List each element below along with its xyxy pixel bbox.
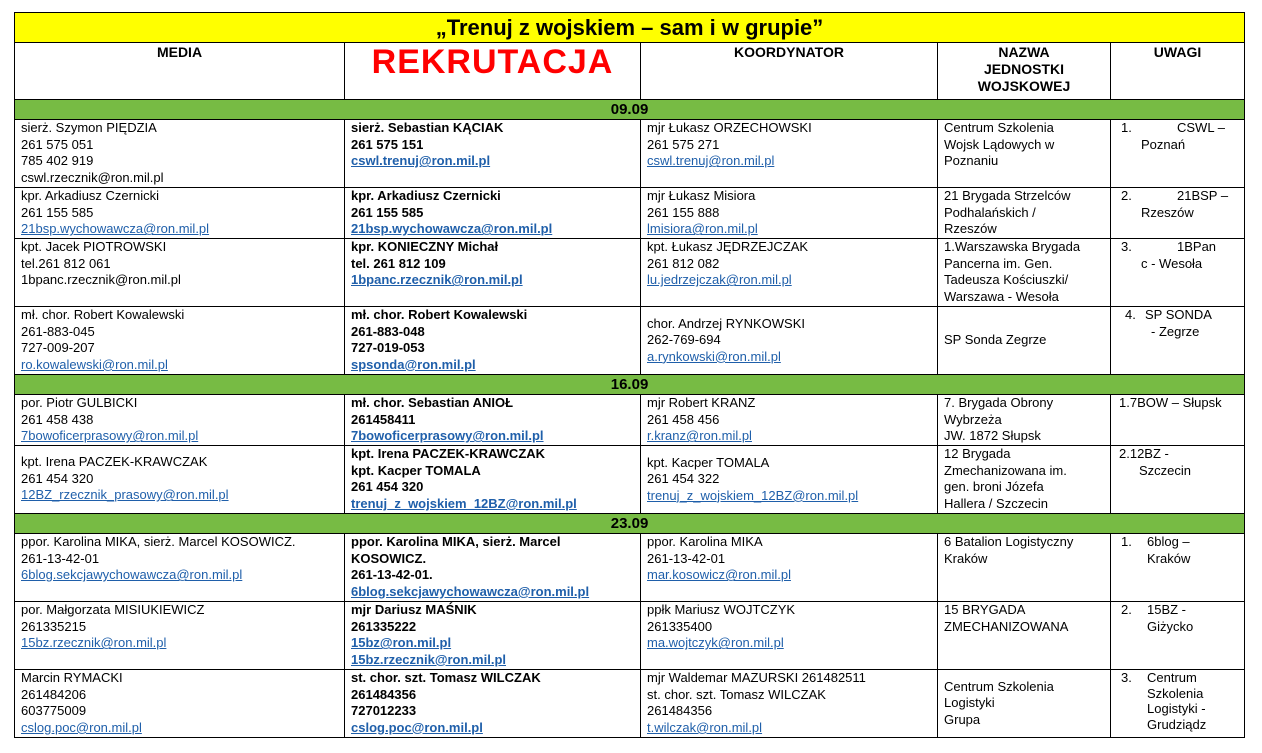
- unit-line: ZMECHANIZOWANA: [944, 618, 1069, 634]
- contact-name: kpr. Arkadiusz Czernicki: [351, 188, 501, 203]
- email-link[interactable]: 21bsp.wychowawcza@ron.mil.pl: [21, 221, 210, 237]
- uwagi-cell: [1111, 670, 1245, 738]
- email-link[interactable]: trenuj_z_wojskiem_12BZ@ron.mil.pl: [647, 487, 859, 503]
- rekrutacja-cell: [345, 602, 641, 670]
- unit-line: Logistyki: [944, 695, 995, 711]
- unit-line: Kraków: [944, 550, 988, 566]
- email-link[interactable]: 7bowoficerprasowy@ron.mil.pl: [351, 428, 544, 444]
- date-header-0909: 09.09: [15, 100, 1245, 120]
- header-jednostka: [938, 43, 1111, 100]
- note-number: 3.: [1121, 239, 1132, 254]
- koordynator-cell: [641, 188, 938, 239]
- unit-line: Centrum Szkolenia: [944, 678, 1054, 694]
- email-link[interactable]: 6blog.sekcjawychowawcza@ron.mil.pl: [21, 567, 243, 583]
- note-number: 4.: [1125, 307, 1136, 322]
- email-link[interactable]: lmisiora@ron.mil.pl: [647, 221, 758, 237]
- unit-line: SP Sonda Zegrze: [944, 332, 1047, 348]
- unit-line: Poznaniu: [944, 153, 999, 169]
- contact-name: st. chor. szt. Tomasz WILCZAK: [351, 670, 541, 685]
- unit-line: JW. 1872 Słupsk: [944, 428, 1041, 444]
- unit-line: Centrum Szkolenia: [944, 120, 1054, 135]
- media-cell: [15, 670, 345, 738]
- email-link[interactable]: ro.kowalewski@ron.mil.pl: [21, 356, 168, 372]
- uwagi-cell: [1111, 602, 1245, 670]
- contact-name: ppor. Karolina MIKA, sierż. Marcel KOSOWICZ.: [21, 534, 296, 549]
- date-header-2309: 23.09: [15, 514, 1245, 534]
- note-text: Kraków: [1147, 550, 1191, 566]
- koordynator-cell: [641, 307, 938, 375]
- email-link[interactable]: spsonda@ron.mil.pl: [351, 356, 476, 372]
- phone: 727-009-207: [21, 340, 95, 356]
- contact-name: kpt. Kacper TOMALA: [647, 454, 770, 470]
- email-link[interactable]: t.wilczak@ron.mil.pl: [647, 719, 763, 735]
- unit-line: 1.Warszawska Brygada: [944, 239, 1081, 254]
- document-title: „Trenuj z wojskiem – sam i w grupie”: [15, 13, 1245, 43]
- table-row: [15, 670, 1245, 738]
- note-number: 1.: [1121, 120, 1132, 135]
- koordynator-cell: [641, 120, 938, 188]
- contact-name: kpr. Arkadiusz Czernicki: [21, 188, 159, 203]
- uwagi-cell: [1111, 307, 1245, 375]
- media-cell: [15, 239, 345, 307]
- koordynator-cell: [641, 446, 938, 514]
- note-text: SP SONDA: [1145, 307, 1212, 322]
- note-text: CSWL –: [1177, 120, 1225, 135]
- phone: 261 155 888: [647, 204, 720, 220]
- rekrutacja-cell: [345, 446, 641, 514]
- unit-line: 12 Brygada: [944, 446, 1011, 461]
- rekrutacja-cell: [345, 534, 641, 602]
- header-jednostka-line: JEDNOSTKI: [983, 61, 1065, 77]
- media-cell: [15, 446, 345, 514]
- note-number: 1.: [1121, 534, 1132, 549]
- note-text: 15BZ -: [1147, 602, 1187, 617]
- email-link[interactable]: 15bz.rzecznik@ron.mil.pl: [351, 651, 506, 667]
- media-cell: [15, 534, 345, 602]
- contact-name: sierż. Szymon PIĘDZIA: [21, 120, 157, 135]
- rekrutacja-cell: [345, 188, 641, 239]
- header-uwagi: UWAGI: [1111, 43, 1245, 100]
- phone: 261 575 151: [351, 136, 424, 152]
- phone: tel.261 812 061: [21, 255, 111, 271]
- phone: 261484356: [351, 686, 417, 702]
- email-link[interactable]: 15bz@ron.mil.pl: [351, 635, 452, 651]
- phone: 261-13-42-01: [647, 550, 726, 566]
- recruitment-table: [14, 12, 1245, 738]
- contact-name: Marcin RYMACKI: [21, 670, 123, 685]
- table-row: [15, 188, 1245, 239]
- rekrutacja-cell: [345, 307, 641, 375]
- phone: 261 458 456: [647, 411, 720, 427]
- table-row: [15, 534, 1245, 602]
- phone: 603775009: [21, 703, 87, 719]
- jednostka-cell: [938, 395, 1111, 446]
- note-text: Giżycko: [1147, 618, 1194, 634]
- unit-line: Wybrzeża: [944, 411, 1002, 427]
- media-cell: [15, 602, 345, 670]
- jednostka-cell: [938, 670, 1111, 738]
- contact-name: kpt. Irena PACZEK-KRAWCZAK: [351, 446, 546, 461]
- email-link[interactable]: r.kranz@ron.mil.pl: [647, 428, 752, 444]
- unit-line: 6 Batalion Logistyczny: [944, 534, 1074, 549]
- schedule-sheet: [14, 12, 1244, 738]
- contact-name: kpt. Łukasz JĘDRZEJCZAK: [647, 239, 809, 254]
- rekrutacja-cell: [345, 120, 641, 188]
- media-cell: [15, 188, 345, 239]
- contact-name: ppor. Karolina MIKA, sierż. Marcel: [351, 534, 561, 549]
- rekrutacja-cell: [345, 670, 641, 738]
- media-cell: [15, 395, 345, 446]
- phone: 261 155 585: [21, 204, 94, 220]
- table-row: [15, 395, 1245, 446]
- phone: 261-883-045: [21, 323, 95, 339]
- phone: 261 458 438: [21, 411, 94, 427]
- unit-line: Rzeszów: [944, 221, 997, 237]
- unit-line: Grupa: [944, 711, 981, 727]
- phone: 261335400: [647, 618, 713, 634]
- contact-name: mł. chor. Robert Kowalewski: [351, 307, 528, 322]
- phone: 261484206: [21, 686, 87, 702]
- jednostka-cell: [938, 534, 1111, 602]
- jednostka-cell: [938, 188, 1111, 239]
- contact-name: ppłk Mariusz WOJTCZYK: [647, 602, 796, 617]
- email-link[interactable]: ma.wojtczyk@ron.mil.pl: [647, 635, 784, 651]
- email-link[interactable]: cslog.poc@ron.mil.pl: [21, 719, 142, 735]
- contact-name: mł. chor. Sebastian ANIOŁ: [351, 395, 514, 410]
- phone: 261 454 320: [21, 470, 94, 486]
- uwagi-cell: [1111, 395, 1245, 446]
- rekrutacja-cell: [345, 395, 641, 446]
- contact-name: kpr. KONIECZNY Michał: [351, 239, 499, 254]
- note-text: Poznań: [1141, 136, 1186, 152]
- phone: 261 454 320: [351, 479, 424, 495]
- header-jednostka-line: NAZWA: [998, 44, 1050, 60]
- jednostka-cell: [938, 602, 1111, 670]
- note-text: c - Wesoła: [1141, 255, 1203, 271]
- phone: 261335215: [21, 618, 87, 634]
- jednostka-cell: [938, 239, 1111, 307]
- media-cell: [15, 120, 345, 188]
- unit-line: Zmechanizowana im.: [944, 462, 1067, 478]
- jednostka-cell: [938, 446, 1111, 514]
- rekrutacja-title: REKRUTACJA: [371, 43, 614, 81]
- koordynator-cell: [641, 395, 938, 446]
- contact-name: kpt. Irena PACZEK-KRAWCZAK: [21, 454, 208, 469]
- contact-name: por. Piotr GULBICKI: [21, 395, 138, 410]
- header-media: MEDIA: [15, 43, 345, 100]
- table-row: [15, 446, 1245, 514]
- unit-line: 15 BRYGADA: [944, 602, 1026, 617]
- phone: 261335222: [351, 618, 417, 634]
- email-link[interactable]: 7bowoficerprasowy@ron.mil.pl: [21, 428, 199, 444]
- uwagi-cell: [1111, 188, 1245, 239]
- koordynator-cell: [641, 239, 938, 307]
- koordynator-cell: [641, 534, 938, 602]
- note-text: 1.7BOW – Słupsk: [1119, 395, 1222, 410]
- table-row: [15, 120, 1245, 188]
- note-text: Szkolenia: [1147, 685, 1204, 701]
- email-text: 1bpanc.rzecznik@ron.mil.pl: [21, 272, 181, 288]
- header-rekrutacja: [345, 43, 641, 100]
- phone: 261 155 585: [351, 204, 424, 220]
- email-link[interactable]: 6blog.sekcjawychowawcza@ron.mil.pl: [351, 583, 590, 599]
- phone: 727-019-053: [351, 340, 425, 356]
- contact-name: ppor. Karolina MIKA: [647, 534, 763, 549]
- table-row: [15, 602, 1245, 670]
- phone: 261458411: [351, 411, 416, 427]
- email-link[interactable]: 1bpanc.rzecznik@ron.mil.pl: [351, 272, 523, 288]
- note-text: 6blog –: [1147, 534, 1190, 549]
- media-cell: [15, 307, 345, 375]
- email-link[interactable]: cslog.poc@ron.mil.pl: [351, 719, 483, 735]
- email-link[interactable]: a.rynkowski@ron.mil.pl: [647, 348, 781, 364]
- email-link[interactable]: cswl.trenuj@ron.mil.pl: [351, 153, 491, 169]
- unit-line: Wojsk Lądowych w: [944, 136, 1055, 152]
- unit-line: 21 Brygada Strzelców: [944, 188, 1071, 203]
- email-link[interactable]: cswl.trenuj@ron.mil.pl: [647, 153, 775, 169]
- note-text: Grudziądz: [1147, 716, 1207, 732]
- phone: 727012233: [351, 703, 417, 719]
- rekrutacja-cell: [345, 239, 641, 307]
- unit-line: gen. broni Józefa: [944, 479, 1044, 495]
- note-number: 2.: [1121, 602, 1132, 617]
- contact-name: kpt. Jacek PIOTROWSKI: [21, 239, 167, 254]
- note-text: Centrum: [1147, 670, 1197, 685]
- uwagi-cell: [1111, 239, 1245, 307]
- table-row: [15, 239, 1245, 307]
- email-link[interactable]: mar.kosowicz@ron.mil.pl: [647, 567, 791, 583]
- contact-name: mjr Robert KRANZ: [647, 395, 756, 410]
- unit-line: Pancerna im. Gen.: [944, 255, 1053, 271]
- phone: 261484356: [647, 703, 713, 719]
- contact-name: mjr Dariusz MAŚNIK: [351, 602, 477, 617]
- phone: 262-769-694: [647, 332, 721, 348]
- note-number: 2.: [1121, 188, 1132, 203]
- unit-line: Hallera / Szczecin: [944, 495, 1049, 511]
- email-link[interactable]: 21bsp.wychowawcza@ron.mil.pl: [351, 221, 553, 237]
- note-text: Logistyki -: [1147, 701, 1206, 716]
- contact-name: kpt. Kacper TOMALA: [351, 462, 481, 478]
- contact-name: st. chor. szt. Tomasz WILCZAK: [647, 686, 826, 702]
- jednostka-cell: [938, 120, 1111, 188]
- phone: 261-13-42-01: [21, 550, 100, 566]
- unit-line: Podhalańskich /: [944, 204, 1036, 220]
- phone: 261-883-048: [351, 323, 425, 339]
- contact-name: sierż. Sebastian KĄCIAK: [351, 120, 504, 135]
- note-number: 3.: [1121, 670, 1132, 685]
- note-text: Rzeszów: [1141, 204, 1194, 220]
- email-link[interactable]: 15bz.rzecznik@ron.mil.pl: [21, 635, 167, 651]
- email-link[interactable]: lu.jedrzejczak@ron.mil.pl: [647, 272, 792, 288]
- email-link[interactable]: trenuj_z_wojskiem_12BZ@ron.mil.pl: [351, 495, 577, 511]
- table-row: [15, 307, 1245, 375]
- phone: 261 812 082: [647, 255, 720, 271]
- note-text: Szczecin: [1139, 462, 1192, 478]
- contact-name: KOSOWICZ.: [351, 550, 427, 566]
- phone: 261 575 271: [647, 136, 720, 152]
- date-header-1609: 16.09: [15, 375, 1245, 395]
- phone: 261 454 322: [647, 471, 720, 487]
- phone: 261 575 051: [21, 136, 94, 152]
- koordynator-cell: [641, 670, 938, 738]
- phone: 785 402 919: [21, 153, 94, 169]
- note-text: - Zegrze: [1151, 323, 1200, 339]
- contact-name: chor. Andrzej RYNKOWSKI: [647, 315, 805, 331]
- unit-line: 7. Brygada Obrony: [944, 395, 1054, 410]
- phone: tel. 261 812 109: [351, 255, 446, 271]
- phone: 261-13-42-01.: [351, 567, 433, 583]
- jednostka-cell: [938, 307, 1111, 375]
- unit-line: Warszawa - Wesoła: [944, 288, 1059, 304]
- email-text: cswl.rzecznik@ron.mil.pl: [21, 169, 164, 185]
- note-text: 1BPan: [1177, 239, 1217, 254]
- uwagi-cell: [1111, 534, 1245, 602]
- contact-name: por. Małgorzata MISIUKIEWICZ: [21, 602, 205, 617]
- contact-name: mł. chor. Robert Kowalewski: [21, 307, 185, 322]
- header-jednostka-line: WOJSKOWEJ: [977, 78, 1071, 94]
- contact-name: mjr Waldemar MAZURSKI 261482511: [647, 670, 866, 685]
- koordynator-cell: [641, 602, 938, 670]
- unit-line: Tadeusza Kościuszki/: [944, 272, 1069, 288]
- note-text: 2.12BZ -: [1119, 446, 1169, 461]
- uwagi-cell: [1111, 120, 1245, 188]
- uwagi-cell: [1111, 446, 1245, 514]
- email-link[interactable]: 12BZ_rzecznik_prasowy@ron.mil.pl: [21, 487, 229, 503]
- contact-name: mjr Łukasz ORZECHOWSKI: [647, 120, 812, 135]
- header-koordynator: KOORDYNATOR: [641, 43, 938, 100]
- note-text: 21BSP –: [1177, 188, 1229, 203]
- contact-name: mjr Łukasz Misiora: [647, 188, 756, 203]
